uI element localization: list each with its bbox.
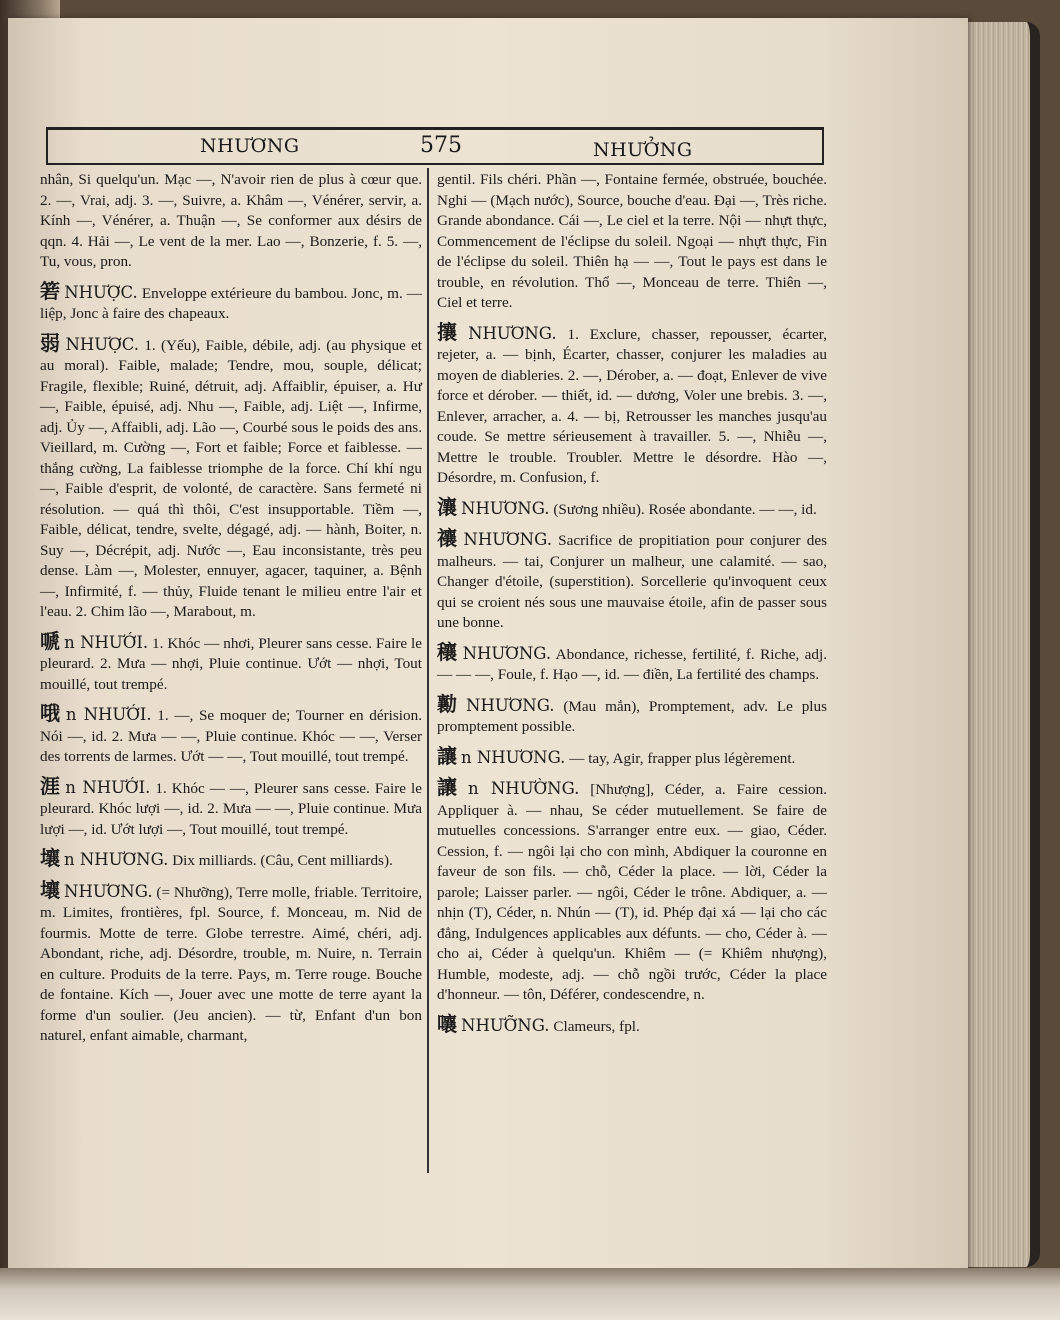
entry-headword: n NHƯƠNG.: [64, 850, 169, 869]
entry-character: 涯: [40, 773, 62, 798]
entry-character: 禳: [437, 526, 460, 550]
entry-character: 瀼: [437, 494, 457, 519]
header-right-word: NHƯỞNG: [593, 139, 693, 161]
entry-definition: Enveloppe extérieure du bambou. Jonc, m. — liệp, Jonc à faire des chapeaux.: [40, 284, 422, 322]
entry-headword: NHƯỢC.: [65, 334, 140, 354]
dictionary-entry: [437, 319, 828, 489]
entry-headword: NHƯƠNG.: [461, 498, 550, 518]
entry-definition: Abondance, richesse, fertilité, f. Riche, adj. — — —, Foule, f. Hạo —, id. — điền, La fertilité des champs.: [437, 645, 828, 683]
entry-definition: Clameurs, fpl.: [553, 1017, 640, 1035]
entry-headword: NHƯƠNG.: [463, 530, 552, 549]
entry-character: 嗁: [40, 628, 61, 653]
column-divider: [427, 168, 429, 1173]
dictionary-entry: [437, 528, 827, 634]
entry-continuation: [40, 170, 422, 273]
table-surface: [0, 1268, 1060, 1320]
entry-character: 哦: [40, 701, 62, 725]
entry-definition: Sacrifice de propitiation pour conjurer des malheurs. — tai, Conjurer un malheur, une calamité. — sao, Changer d'étoile, (superstition). Sorcellerie qu'invoquent ceux qui se croient nés sous une mauvaise étoile, afin de passer sous une bonne.: [437, 532, 827, 631]
dictionary-entry: [40, 773, 423, 841]
entry-definition: 1. Khóc — nhơi, Pleurer sans cesse. Faire le pleurard. 2. Mưa — nhợi, Pluie continue. Ướt — nhợi, Tout mouillé, tout trempé.: [40, 634, 422, 693]
entry-character: 弱: [40, 330, 62, 355]
dictionary-entry: [40, 848, 422, 872]
entry-headword: NHƯƠNG.: [468, 323, 557, 343]
entry-headword: n NHƯỚI.: [64, 632, 149, 652]
dictionary-entry: [40, 330, 423, 623]
dictionary-entry: [40, 278, 422, 325]
entry-continuation: [437, 170, 827, 314]
entry-character: 嚷: [437, 1011, 457, 1036]
entry-definition: (= Nhưỡng), Terre molle, friable. Territoire, m. Limites, frontières, fpl. Source, f. Monceau, m. Nid de fourmis. Motte de terre. Globe terrestre. Aimé, chéri, adj. Abondant, riche, adj. Désordre, trouble, m. Nuire, n. Terrain en culture. Produits de la terre. Pays, m. Terre rouge. Bouche de fontaine. Kích —, Jouer avec une motte de terre ayant la forme d'un soulier. (Jeu ancien). — từ, Enfant d'un bon naturel, enfant aimable, charmant,: [40, 883, 423, 1044]
entry-headword: NHƯƠNG.: [466, 695, 555, 715]
dictionary-entry: [437, 743, 827, 770]
entry-headword: NHƯƠNG.: [64, 881, 153, 901]
right-column: [437, 170, 827, 1045]
entry-definition: 1. —, Se moquer de; Tourner en dérision. Nói —, id. 2. Mưa — —, Pluie continue. Khóc — —, Verser des torrents de larmes. Ướt — —, Tout mouillé, tout trempé.: [40, 707, 423, 765]
dictionary-entry: [437, 494, 827, 521]
entry-headword: n NHƯỜNG.: [468, 779, 580, 798]
entry-headword: n NHƯỚI.: [65, 777, 151, 797]
page-number: 575: [420, 133, 462, 158]
entry-character: 箬: [40, 278, 61, 303]
entry-headword: NHƯỠNG.: [461, 1015, 550, 1035]
entry-definition: nhân, Si quelqu'un. Mạc —, N'avoir rien de plus à cœur que. 2. —, Vrai, adj. 3. —, Suivre, a. Khâm —, Vénérer, servir, a. Kính —, Vénérer, a. Thuận —, Se conformer aux désirs de qqn. 4. Hải —, Le vent de la mer. Lao —, Bonzerie, f. 5. —, Tu, vous, pron.: [40, 171, 422, 270]
entry-headword: NHƯỢC.: [64, 282, 138, 302]
entry-headword: n NHƯƠNG.: [461, 747, 566, 767]
dictionary-entry: [40, 703, 422, 768]
header-left-word: NHƯƠNG: [200, 135, 300, 157]
dictionary-entry: [437, 777, 827, 1006]
left-column: [40, 170, 422, 1055]
entry-definition: 1. Exclure, chasser, repousser, écarter, rejeter, a. — bịnh, Écarter, chasser, conjurer les maladies au moyen de diableries. 2. —, Dérober, a. — đoạt, Enlever de vive force et dérober. — thiết, id. — dương, Voler une brebis. 3. —, Enlever, arracher, a. 4. — bị, Retrousser les manches jusqu'au coude. Se mettre sérieusement à travailler. 5. —, Nhiễu —, Mettre le trouble. Troubler. Mettre le désordre. Hào —, Désordre, m. Confusion, f.: [437, 325, 828, 486]
dictionary-entry: [437, 1011, 827, 1038]
entry-definition: (Mau mắn), Promptement, adv. Le plus promptement possible.: [437, 697, 828, 735]
dictionary-entry: [40, 877, 423, 1047]
entry-character: 攘: [437, 319, 465, 344]
entry-definition: gentil. Fils chéri. Phần —, Fontaine fermée, obstruée, bouchée. Nghi — (Mạch nước), Source, bouche d'eau. Đại —, Très riche. Grande abondance. Cái —, Le ciel et la terre. Nội — nhựt thực, Commencement de l'éclipse du soleil. Ngoại — nhựt thực, Fin de l'éclipse du soleil. Thiên hạ — —, Tout le pays est dans le trouble, en révolution. Thổ —, Monceau de terre. Thiên —, Ciel et terre.: [437, 171, 827, 311]
entry-definition: Dix milliards. (Câu, Cent milliards).: [172, 852, 393, 869]
entry-definition: 1. Khóc — —, Pleurer sans cesse. Faire le pleurard. Khóc lượi —, id. 2. Mưa — —, Pluie continue. Mưa lượi —, id. Ướt lượi —, Tout mouillé, tout trempé.: [40, 779, 423, 838]
running-header: [46, 127, 824, 165]
entry-definition: [Nhượng], Céder, a. Faire cession. Appliquer à. — nhau, Se céder mutuellement. Se faire de mutuelles concessions. S'arranger entre eux. — giao, Céder. Cession, f. — ngôi lại cho con mình, Abdiquer la couronne en faveur de son fils. — chỗ, Céder la place. — lời, Céder la parole; Laisser parler. — ngôi, Céder le trône. Abdiquer, a. — nhịn (T), Céder, n. Nhún — (T), id. Phép đại xá — lại cho các đẳng, Indulgences applicables aux défunts. — cho, Céder à. — cho ai, Céder à quelqu'un. Khiêm — (= Khiêm nhượng), Humble, modeste, adj. — chỗ ngồi trước, Céder la place d'honneur. — tôn, Déférer, condescendre, n.: [437, 781, 827, 1003]
dictionary-entry: [40, 628, 422, 696]
entry-definition: — tay, Agir, frapper plus légèrement.: [569, 749, 796, 767]
entry-character: 穰: [437, 639, 459, 664]
dictionary-entry: [437, 691, 828, 738]
entry-headword: NHƯƠNG.: [462, 643, 552, 663]
entry-character: 讓: [437, 775, 464, 799]
entry-character: 壤: [40, 846, 60, 870]
entry-headword: n NHƯỚI.: [65, 705, 152, 724]
entry-definition: (Sương nhiều). Rosée abondante. — —, id.: [553, 500, 817, 518]
dictionary-entry: [437, 639, 828, 686]
entry-character: 讓: [437, 743, 457, 768]
entry-definition: 1. (Yếu), Faible, débile, adj. (au physique et au moral). Faible, malade; Tendre, mou, souple, délicat; Fragile, flexible; Ruiné, détruit, adj. Affaiblir, épuiser, a. Hư —, Faible, épuisé, adj. Nhu —, Faible, adj. Liệt —, Infirme, adj. Ủy —, Affaibli, adj. Lão —, Courbé sous le poids des ans. Vieillard, m. Cường —, Fort et faible; Force et faiblesse. — thắng cường, La faiblesse triomphe de la force. Chí khí ngu —, Faible d'esprit, de volonté, de caractère. Sans fermeté ni résolution. — quá thì thôi, C'est insupportable. Tiềm —, Faible, délicat, tendre, svelte, dégagé, adj. — hành, Boiter, n. Suy —, Décrépit, adj. Nước —, Eau inconsistante, très peu dense. Làm —, Molester, ennuyer, agacer, taquiner, a. Bệnh —, Infirmité, f. — thủy, Fluide tenant le milieu entre l'air et l'eau. 2. Chim lão —, Marabout, m.: [40, 336, 423, 620]
entry-character: 勷: [437, 691, 463, 716]
entry-character: 壤: [40, 877, 61, 902]
